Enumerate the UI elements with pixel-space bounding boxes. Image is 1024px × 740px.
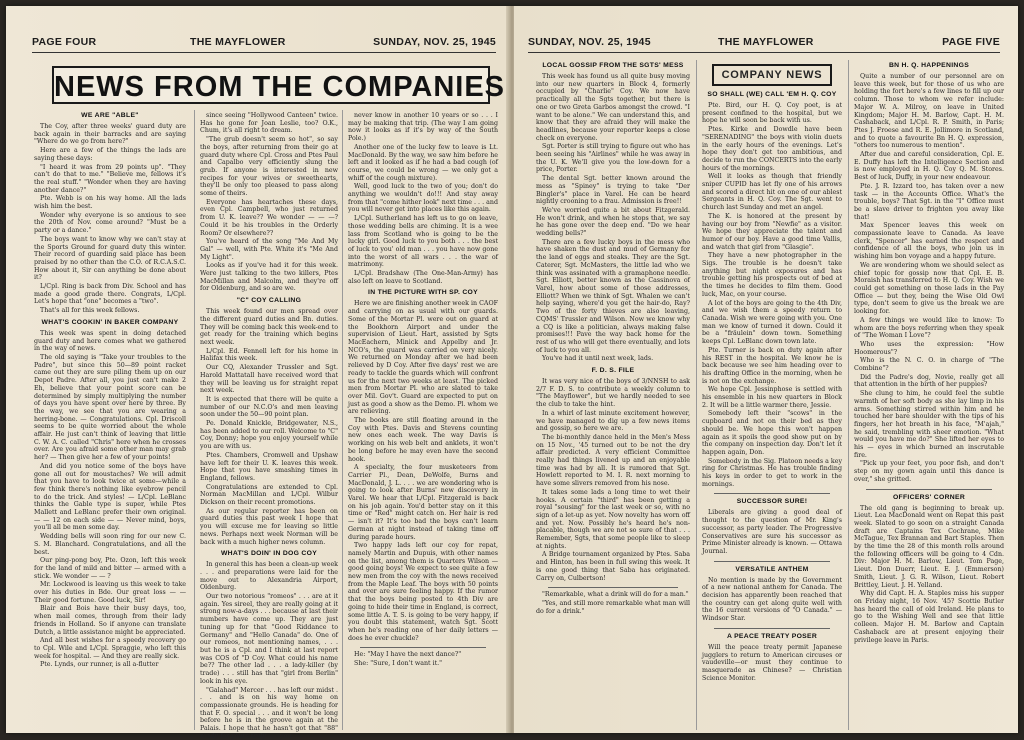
section-rule: [714, 493, 830, 494]
article-paragraph: The Coy, after three weeks' guard duty are back again in their barracks and are saying "Where do we go from here?": [34, 123, 186, 146]
article-paragraph: Will the peace treaty permit Japanese jugglers to return to American circuses or vaudeville—or must they continue to masquerade as Chinese? — Christian Science Monitor.: [702, 643, 842, 682]
right-publication-name: THE MAYFLOWER: [718, 36, 814, 48]
article-paragraph: This week found our men spread over the different guard duties and Bn. duties. They will be coming back this week-end to get ready for the training which begins next week.: [200, 308, 338, 346]
article-paragraph: We've worried quite a bit about Fitzgerald. He won't drink, and when he stops that, we say he has gone over the deep end. "Do we hear wedding bells?": [536, 206, 690, 238]
article-heading: OFFICERS' CORNER: [892, 493, 966, 501]
company-news-box: COMPANY NEWS: [712, 64, 832, 86]
article-paragraph: And did you notice some of the boys have gone all out for moustaches? We will admit that you have to look twice at some—while a few think there's nothing like eyebrow pencil to do the trick. And styles! — L/Cpl. LeBlanc thinks the Gable type is super, while Ptes Mallett and LeBlanc prefer their own original. — — 12 on each side — — Never mind, boys, you'll all be men some day.: [34, 462, 186, 532]
article-paragraph: Ptes. Kirke and Dowdle have been "SERENADING" the boys with violin duets in the early hours of the evenings. Let's hope they don't get too ambitious, and decide to run the CONCERTS into the early hours of the mornings.: [702, 126, 842, 172]
article-heading: WHAT'S COOKIN' IN BAKER COMPANY: [41, 318, 179, 326]
left-issue-date: SUNDAY, NOV. 25, 1945: [373, 36, 496, 48]
column-divider: [342, 110, 343, 730]
right-page-number: PAGE FIVE: [942, 36, 1000, 48]
quote-line: "Yes, and still more remarkable what man will do for a drink.": [536, 600, 690, 615]
article-paragraph: Liberals are giving a good deal of thought to the question of Mr. King's successor, as party leader. The Progressive Conservatives are sure his successor as Prime Minister already is known. — Ottawa Journal.: [702, 509, 842, 555]
article-paragraph: The old saying is "Take your troubles to the Padre", but since this 50—89 point racket came out they are sure piling them up on our Depot Padre. After all, you just can't make 2 Eh, believe that your point score can be determined by simply multiplying the number of days you have spent over here by three. By the way, we see that you are wearing a herring-bone. — Congratulations. Cpl. Driscoll seems to be quite worried about the whole affair. He just can't think of leaving that little C. W. A. C. called "Chris" here when he crosses over. Are you afraid some other man may grab her? — Then give her a few of your points!: [34, 353, 186, 462]
article-paragraph: Well, good luck to the two of you; don't do anything we wouldn't do!!! And stay away from that "come hither look" next time . . . and you will never get into places like this again.: [348, 183, 498, 214]
article-paragraph: Pte. Webb is on his way home. All the lads wish him the best.: [34, 195, 186, 211]
left-publication-name: THE MAYFLOWER: [190, 36, 286, 48]
article-heading: SUCCESSOR SURE!: [736, 498, 808, 506]
article-heading: WHAT'S DOIN' IN DOG COY: [220, 550, 318, 558]
article-paragraph: since seeing "Hollywood Canteen" twice. Has he gone for Joan Leslie, too? O.K., Chum, it's all right to dream.: [200, 112, 338, 135]
article-paragraph: In general this has been a clean-up week . . . and preparations were laid for the move out to Alexandria Airport, Oldenburg.: [200, 561, 338, 592]
quote-line: He: "May I have the next dance?": [354, 651, 462, 659]
article-paragraph: Ptes. Chambers, Cromwell and Upshaw have left for their U. K. leaves this week. Hope that you have smashing times in England, fellows.: [200, 451, 338, 482]
article-paragraph: We hope Cpl. Jessinphose is settled with his ensemble in his new quarters in Block 2. It will be a little warmer there, Jessie.: [702, 386, 842, 409]
article-paragraph: Here are a few of the things the lads are saying these days:: [34, 147, 186, 162]
article-heading: IN THE PICTURE WITH SP. COY: [368, 289, 478, 297]
article-heading: BN H. Q. HAPPENINGS: [888, 62, 970, 69]
right-page: [514, 6, 1018, 733]
article-paragraph: Looks as if you've had it for this week. Were just talking to the two killers, Ptes MacMillan and Malcolm, and they're off for Oldenburg, and so are we.: [200, 262, 338, 293]
article-paragraph: Two happy lads left our coy for repat, namely Martin and Dupuis, with other names on the list, among them is Quarters Wilson — good going boys! We expect to see quite a few new men from the coy with the news received from the Maple Leaf. The boys with 50 points and over are sure feeling happy. If the rumor that the boys being posted to 4th Div are going to hide their time in England, is correct, some little A. T. S. is going to be very happy, if you doubt this statement, watch Sgt. Scott when he's reading one of her daily letters — does he ever chuckle?: [348, 542, 498, 642]
right-column-1: [536, 62, 690, 730]
article-heading: LOCAL GOSSIP FROM THE SGTS' MESS: [542, 62, 684, 69]
article-paragraph: L/Cpl. Ed. Fennell left for his home in Halifax this week.: [200, 347, 338, 363]
article-paragraph: Who uses the expression: "How Hoomerous"?: [854, 340, 1004, 356]
right-column-2: [702, 62, 842, 730]
article-paragraph: You've had it until next week, lads.: [542, 355, 654, 363]
article-heading: VERSATILE ANTHEM: [735, 565, 809, 573]
article-paragraph: Here we are finishing another week in CAOF and carrying on as usual with our guards. Some of the Mortar Pl. were out on guard at the Bookhorn Airport and under the supervision of Lieut. Hart, assisted by Sgts MacEachern, Minick and Appelby and Jr. NCO's, the guard was carried on very nicely. We returned on Monday after we had been relieved by D Coy. After five days' rest we are ready to tackle the guards which will confront us for the next two weeks at least. The picked men from Mortar Pl. who are slated to take over Mil. Gov't. Guard are expected to put on just as good a show as the Demo. Pl. whom we are relieving.: [348, 300, 498, 416]
article-paragraph: The K. is honored at the present by having our boy from "Newfie" as a visitor. We hope they appreciate the talent and humor of our boy. Have a good time Vallis, and watch that girl from "Glasgie".: [702, 212, 842, 251]
article-paragraph: "Galahad" Mercer . . . has left our midst . . . and is on his way home on compassionate grounds. He is heading for that F. O. special . . . and it won't be long before he is in the groove again at the Palais. I hope that he hasn't got that "88" ready for yours truly . . . you: [200, 686, 338, 740]
left-header-rule: [32, 52, 496, 53]
right-column-3: [854, 62, 1004, 730]
article-paragraph: Why did Capt. H. A. Staples miss his supper on Friday night, 16 Nov. '45? Scottie Butler has heard the call of old Ireland. He plans to go to the Wishing Well and see that little colleen. Major H. M. Barlow and Captain Cashaback are at present enjoying their privilege leave in Paris.: [854, 590, 1004, 644]
article-paragraph: The books are still floating around in the Coy with Ptes. Davis and Stevens counting new ones each week. The way Davis is working on his web belt and anklets, it won't be long before he may even have the second hook.: [348, 417, 498, 463]
article-paragraph: Congratulations are extended to Cpl. Norman MacMillan and L/Cpl. Wilbur Dickson on their recent promotions.: [200, 483, 338, 507]
article-paragraph: A few things we would like to know: To whom are the boys referring when they speak of "The Woman I Love"?: [854, 316, 1004, 340]
newspaper-spread: [6, 6, 1018, 740]
left-running-head: [32, 36, 496, 52]
article-paragraph: As our regular reporter has been on guard duties this past week I hope that you will excuse me for leaving so little news. Perhaps next week Norman will be back with a much higher news column.: [200, 507, 338, 546]
article-paragraph: After due and careful consideration, Cpl. E. E. Duffy has left the Intelligence Section and is now employed in H. Q. Coy Q. M. Stores. Best of luck, Duffy, in your new endeavour.: [854, 151, 1004, 182]
article-paragraph: This week was spent in doing detached guard duty and here comes what we gathered in the way of news.: [34, 329, 186, 353]
article-paragraph: Pe. Donald Knickle, Bridgewater, N.S., has been added to our roll. Welcome to "C" Coy, Donny; hope you enjoy yourself while you are with us.: [200, 420, 338, 451]
article-paragraph: They have a new photographer in the Sigs. The trouble is he doesn't take anything but night exposures and has trouble getting his prospects out of bed at the times he decides to film them. Good luck, Mac, on your course.: [702, 252, 842, 298]
article-paragraph: Our ping-pong boy, Pte. Ozon, left this week for the land of mild and bitter — armed with a stick. We wonder — — ?: [34, 557, 186, 580]
article-paragraph: Somebody left their "scows" in the cupboard and not on their bed as they should be. We hope this won't happen again as it spoils the good show put on by the company on inspection day. Don't let it happen again, Don.: [702, 410, 842, 456]
article-heading: F. D. S. FILE: [591, 367, 635, 375]
article-paragraph: The dental Sgt. better known around the mess as "Spiney" is trying to take "Der Bingler's" place in Varel. He can be heard nightly crooning to a frau. Admission is free!!: [536, 175, 690, 206]
article-paragraph: You've heard of the song "Me And My Gal" — well, with Pte. White it's "Me And My Light".: [200, 238, 338, 261]
section-rule: [866, 489, 992, 490]
article-paragraph: It was very nice of the boys of 3/NNSH to ask 2/7 F. D. S. to contribute a weekly column to "The Mayflower", but we hardly needed to see the club to take the hint.: [536, 378, 690, 409]
article-paragraph: Wonder why everyone is so anxious to see the 20th of Nov. come around? "Must be a party or a dance.": [34, 211, 186, 235]
article-paragraph: She clung to him, he could feel the subtle warmth of her soft body as she lay limp in his arms. Something stirred within him and he touched her bare shoulder with the tips of his fingers, her hot breath in his face, "M'ajah," he said, trembling with sheer emotion. "What would you have me do?" She lifted her eyes to his — eyes in which burned an inscrutable fire.: [854, 390, 1004, 459]
article-paragraph: A Bridge tournament organized by Ptes. Saba and Hinton, has been in full swing this week. It is one good thing that Saba has originated. Carry on, Culbertson!: [536, 551, 690, 582]
article-paragraph: It takes some lads a long time to wet their hooks. A certain "third" has been getting a royal "sousing" for the last week or so, with no sign of a let-up as yet. Now novelty has worn off and yet. Now. Possibly he's heard he's non-placable, though we are not so sure of that . . . Remember, Sgts, that some people like to sleep at nights.: [536, 488, 690, 550]
right-running-head: [528, 36, 1000, 52]
article-paragraph: The boys want to know why we can't stay at the Sports Ground for guard duty this winter. Their record of guarding said place has been praised by no other than the C.O. of R.C.A.S.C. How about it, Sir can anything be done about it?: [34, 235, 186, 282]
article-paragraph: Quite a number of our personnel are on leave this week, but for those of us who are holding the fort here's a few lines to fill up our column. Those to whom we refer include: Major W. A. Milroy, on leave in United Kingdom; Major H. M. Barlow, Capt. H. M. Cashaback, and L/Cpl. R. P. Smith, in Paris; Ptes J. Froese and R. E. Jollimore in Scotland, and to quote a favourite Bn H. Q. expression, "others too numerous to mention".: [854, 73, 1004, 150]
left-column-1: [34, 112, 186, 728]
article-paragraph: No mention is made by the Government of a new national anthem for Canada. The decision has apparently been reached that the country can get along quite well with the 16 current versions of "O Canada." — Windsor Star.: [702, 576, 842, 623]
section-rule: [360, 647, 486, 648]
article-paragraph: L/Cpl. Sutherland has left us to go on leave, those wedding bells are chiming. It is a wee lass from Scotland who is going to be the lucky girl. Good luck to you both . . . the best of luck to you' old man . . . you have now gone into the worst of all wars . . . the war of matrimony.: [348, 215, 498, 269]
section-rule: [548, 587, 678, 588]
left-page-number: PAGE FOUR: [32, 36, 97, 48]
column-divider: [696, 60, 697, 730]
article-paragraph: Pte. Turner is back on duty again after his REST in the hospital. We know he is back because we see him heading over to his drafting Office in the morning, when he is not on the exchange.: [702, 346, 842, 385]
column-divider: [194, 110, 195, 730]
quote-line: "Remarkable, what a drink will do for a man.": [542, 591, 689, 599]
left-page: [6, 6, 510, 740]
article-heading: "C" COY CALLING: [236, 297, 302, 305]
article-paragraph: Wedding bells will soon ring for our new C. S. M. Blanchard. Congratulations, and all the best.: [34, 533, 186, 556]
left-column-3: [348, 112, 498, 728]
article-paragraph: Max Spencer leaves this week on compassionate leave to Canada. As leave clerk, "Spencer" has earned the respect and confidence of all the boys, who join us in wishing him bon voyage and a happy future.: [854, 222, 1004, 261]
article-paragraph: Mr. Lockwood is leaving us this week to take over his duties in Bde. Our great loss — — Their good fortune. Good luck, Sir!: [34, 581, 186, 604]
article-heading: WE ARE "ABLE": [81, 112, 139, 119]
article-paragraph: A specialty, the four musketeers from Carrier Pl., Dean, DeWolfe, Burns and MacDonald, J. L. . . . we are wondering who is going to look after Burns' new discovery in Varel. We hear that L/Cpl. Fitzgerald is back on his job again. You'd better stay on it this time or "Red" might catch on. Her hair is red — isn't it? It's too bad the boys can't learn German at night instead of taking time off during parade hours.: [348, 464, 498, 541]
article-paragraph: Pte. Lynds, our runner, is all a-flutter: [40, 661, 159, 669]
article-paragraph: The old gang is beginning to break up. Lieut. Lea MacDonald went on Repat this past week. Slated to go soon on a straight Canada draft are Captains Tex Cochrane, Mike McTague, Tex Brannan and Bart Staples. Then by the time the 28 of this month rolls around the following officers will be going to 4 Cdn. Div: Major H. M. Barlow, Lieut. Tom Page, Lieut. Don Duerr, Lieut. E. J. (Emmerson) Smith, Lieut. J. G. R. Wilson, Lieut. Robert Brittley, Lieut. J. H. Yelland.: [854, 504, 1004, 589]
article-paragraph: Did the Padre's dog, Novie, really get all that attention in the birth of her puppies?: [854, 373, 1004, 389]
article-paragraph: Sgt. Porter is still trying to figure out who has been seeing his "Airlines" while he was away in the U. K. We'll give you the low-down for a price, Porter.: [536, 143, 690, 174]
column-divider: [848, 60, 849, 730]
article-paragraph: Our two notorious "romeos" . . . are at it again. Yes sireel, they are really going at it strong now-a-days . . . because at last their numbers have come up. They are just tuning up for that "Good Riddance to Germany" and "Hello Canada" do. One of our romeos, not mentioning names, . . . but he is a Cpl. and I think at last report was COS of "D Coy. What could his name be?? The other lad . . . a lady-killer (by trade) . . . still has that "girl from Berlin" look in his eye.: [200, 593, 338, 685]
article-paragraph: The bi-monthly dance held in the Men's Mess on 15 Nov., '45 turned out to be not the dry affair predicted. A very efficient Committee really had things livened up and an enjoyable time was had by all. It is rumored that Sgt. Howlett reported to M. I. R. next morning to have some slivers removed from his nose.: [536, 433, 690, 488]
article-paragraph: This week has found us all quite busy moving into our new quarters in Block 4, formerly occupied by "Charlie" Coy. We now have practically all the Sgts together, but there is one or two Greta Garbos amongst the crowd. "I want to be alone." We can understand this, and know that they are afraid they will make the headlines, because your reporter keeps a close check on everyone.: [536, 73, 690, 142]
article-paragraph: In a whirl of last minute excitement however, we have managed to dig up a few news items and gossip, so here we are.: [536, 409, 690, 433]
article-heading: A PEACE TREATY POSER: [726, 632, 818, 640]
article-paragraph: Blair and Bois have their busy days, too, when mail comes, through from their lady friends in Holland. So if anyone can translate Dutch, a little assistance might be appreciated.: [34, 605, 186, 636]
article-paragraph: Pte. J. R. Izzard too, has taken over a new task — in the Accounts Office. What's the trouble, boys? That Sgt. in the "I" Office must be a slave driver to frighten you away like that!: [854, 182, 1004, 221]
section-rule: [714, 561, 830, 562]
article-paragraph: "Pick up your feet, you poor fish, and don't step on my gown again until this dance is over," she gritted.: [854, 460, 1004, 483]
article-paragraph: Who is the N. C. O. in charge of "The Combine"?: [854, 357, 1004, 373]
article-paragraph: And all best wishes for a speedy recovery go to Cpl. Wile and L/Cpl. Spraggie, who left this week for hospital. — And they are really sick.: [34, 637, 186, 660]
section-rule: [714, 628, 830, 629]
article-heading: SO SHALL (WE) CALL 'EM H. Q. COY: [707, 91, 837, 98]
article-paragraph: Our CQ, Alexander Trussler and Sgt. Harold Mattatall have received word that they will be leaving us for straight repat next week.: [200, 364, 338, 395]
left-column-2: [200, 112, 338, 740]
article-paragraph: Another one of the lucky few to leave is Lt. MacDonald. By the way, we saw him before he left and it looked as if he had a bad cough (of course, we could be wrong — we only got a whiff of the cough mixture).: [348, 143, 498, 182]
article-paragraph: There are a few lucky boys in the mess who have shaken the dust and mud of Germany for the land of eggs and steaks. They are the Sgt. Caterer, Sgt. McMasters, the little lad who we think was assinated with a gramaphone needle. Sgt. Elliott, better known as the Cassinova of Varel, how about some of those addresses, Elliott? When we think of Sgt. Whalen we can't help saying, where'd you get the hair-do, Ray? Two of the forty thieves are also leaving, CQMS' Trussler and Wilson. Now we know why a CQ is like a politician, always making false promises!!! Pave the way back home for the rest of us who will get there eventually, and lots of luck to you all.: [536, 238, 690, 354]
article-paragraph: That's all for this week fellows.: [40, 307, 140, 315]
right-header-rule: [528, 52, 1000, 53]
article-paragraph: Everyone has heartaches these days, even Cpl. Campbell, who just returned from U. K. leave?? We wonder — — —? Could it be his troubles in the Orderly Room? Or elsewhere??: [200, 198, 338, 237]
article-paragraph: "The grub doesn't seem so hot", so say the boys, after returning from their go at guard duty where Cpl. Cross and Ptes Paul and Capalbo very efficiently slung the grub. If anyone is interested in new recipes for your wives or sweethearts, they'll be only too pleased to pass along some of theirs.: [200, 136, 338, 198]
article-paragraph: We are wondering whom we should select as chief topic for gossip now that Cpl. E. B. Moraish has transferred to H. Q. Coy. Wish we could get something on those lads in the Pay Office — but they, being the Wise Old Owl type, don't seem to give us the break we are looking for.: [854, 261, 1004, 316]
article-paragraph: It is expected that there will be quite a number of our N.C.O's and men leaving soon under the 50—90 point plan.: [200, 395, 338, 419]
article-paragraph: Pte. Bird, our H. Q. Coy poet, is at present confined to the hospital, but we hope he will soon be back with us.: [702, 102, 842, 125]
article-paragraph: A lot of the boys are going to the 4th Div, and we wish them a speedy return to Canada. Wish we were going with you. One man we know of turned it down. Could it be a "fräulein" down town. Something keeps Cpl. LeBlanc down town late.: [702, 299, 842, 346]
article-paragraph: Well it looks as though that friendly sniper CUPID has let fly one of his arrows and scored a direct hit on one of our ablest Sergeants in H. Q. Coy. The Sgt. went to church last Sunday and met an angel.: [702, 173, 842, 212]
news-banner: NEWS FROM THE COMPANIES: [52, 66, 490, 104]
right-issue-date: SUNDAY, NOV. 25, 1945: [528, 36, 651, 48]
article-paragraph: Somebody in the Sig. Platoon needs a key ring for Christmas. He has trouble finding his keys in order to get to work in the mornings.: [702, 457, 842, 488]
article-paragraph: L/Cpl. Ring is back from Div. School and has made a good grade there. Congrats, L/Cpl. Let's hope that "one" becomes a "two".: [34, 283, 186, 306]
article-paragraph: L/Cpl. Bradshaw (The One-Man-Army) has also left on leave to Scotland.: [348, 270, 498, 285]
article-paragraph: never know in another 10 years or so . . . I may be making that trip. (The way I am going now it looks as if it's by way of the South Pole.): [348, 112, 498, 143]
quote-line: She: "Sure, I don't want it.": [354, 660, 443, 668]
article-paragraph: "I heard it was from 29 points up". "They can't do that to me." "Believe me, fellows it's the real stuff." "Wonder when they are having another dance?": [34, 163, 186, 194]
